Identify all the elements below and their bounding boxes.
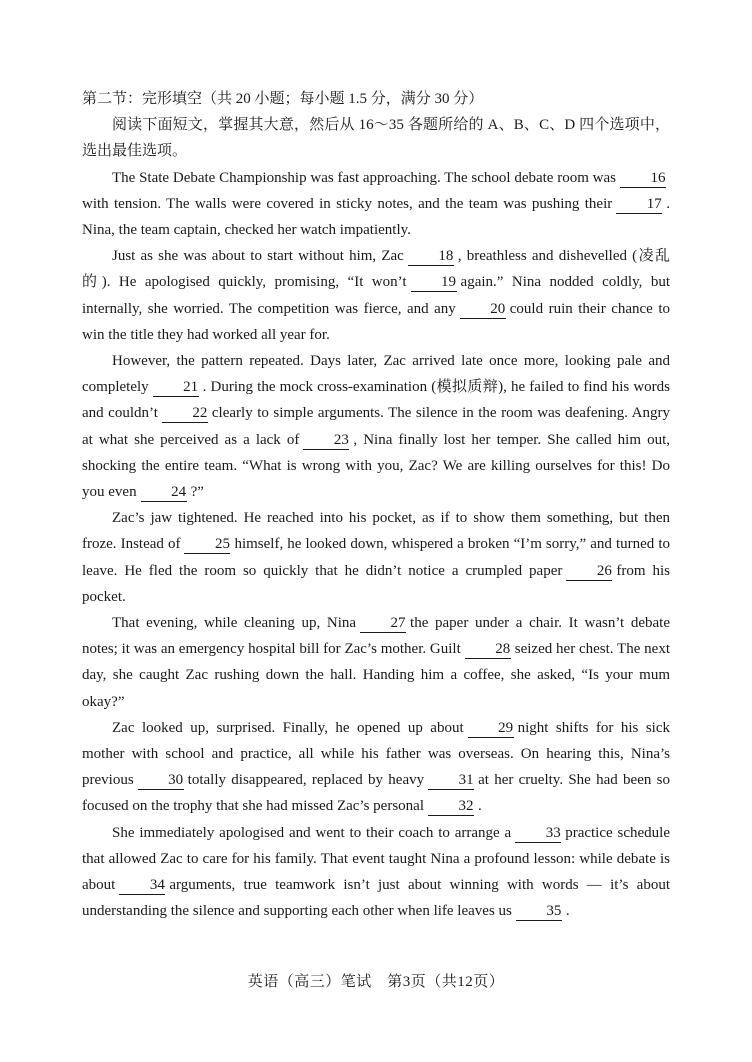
cloze-blank: 31 (428, 772, 474, 790)
passage-text: could ruin their chance to win the title they had worked all year for. (82, 300, 670, 343)
passage-text: Zac’s jaw tightened. He reached into his pocket, as if to show them something, but then froze. Instead of (82, 510, 670, 553)
passage-text: the paper under a chair. It wasn’t debate notes; it was an emergency hospital bill for Zac’s mother. Guilt (82, 615, 671, 658)
passage-text: arguments, true teamwork isn’t just about winning with words — it’s about understanding the silence and supporting each other when life leaves us (82, 877, 670, 920)
cloze-blank: 22 (162, 405, 208, 423)
passage-paragraph (82, 820, 670, 925)
cloze-blank: 32 (428, 798, 474, 816)
passage-text: . Nina, the team captain, checked her watch impatiently. (82, 195, 670, 239)
passage-text: again.” Nina nodded coldly, but internally, she worried. The competition was fierce, and any (82, 274, 670, 317)
passage-text: at her cruelty. She had been so focused on the trophy that she had missed Zac’s personal (82, 772, 670, 815)
cloze-blank: 17 (616, 196, 662, 214)
passage-text: practice schedule that allowed Zac to care for his family. That event taught Nina a profound lesson: while debate is about (82, 824, 670, 894)
cloze-blank: 19 (411, 274, 457, 292)
cloze-blank: 21 (153, 379, 199, 397)
passage-text: Zac looked up, surprised. Finally, he opened up about (112, 719, 464, 736)
section-title: 第二节：完形填空（共 20 小题；每小题 1.5 分，满分 30 分） (82, 91, 484, 107)
page-footer: 英语（高三）笔试 第3页（共12页） (247, 974, 505, 990)
cloze-blank: 34 (119, 877, 165, 895)
passage-text: clearly to simple arguments. The silence in the room was deafening. Angry at what she perceived as a lack of (82, 405, 670, 448)
cloze-blank: 18 (408, 248, 454, 266)
passage-text: She immediately apologised and went to their coach to arrange a (112, 824, 512, 841)
passage-text: ?” (190, 484, 204, 501)
passage-paragraph (82, 348, 670, 505)
passage-text: The State Debate Championship was fast approaching. The school debate room was (112, 169, 616, 186)
passage-paragraph (82, 165, 670, 244)
passage-text: himself, he looked down, whispered a broken “I’m sorry,” and turned to leave. He fled the room so quickly that he didn’t notice a crumpled paper (82, 536, 670, 579)
passage-text: That evening, while cleaning up, Nina (112, 615, 357, 632)
cloze-blank: 16 (620, 170, 666, 188)
cloze-blank: 35 (516, 903, 562, 921)
cloze-blank: 20 (460, 301, 506, 319)
passage-paragraph (82, 505, 670, 610)
instructions: 阅读下面短文，掌握其大意，然后从 16～35 各题所给的 A、B、C、D 四个选项中，选出最佳选项。 (82, 117, 670, 160)
passage-text: seized her chest. The next day, she caught Zac rushing down the hall. Handing him a coffee, she asked, “Is your mum okay?” (82, 641, 670, 710)
cloze-blank: 33 (515, 825, 561, 843)
cloze-blank: 28 (465, 641, 511, 659)
cloze-blank: 27 (360, 615, 406, 633)
passage-text: . (478, 798, 482, 815)
passage-text: , Nina finally lost her temper. She called him out, shocking the entire team. “What is wrong with you, Zac? We are killing ourselves for this! Do you even (82, 431, 670, 501)
cloze-passage (82, 165, 670, 925)
passage-paragraph (82, 610, 670, 715)
passage-text: . (565, 903, 570, 920)
cloze-blank: 26 (566, 563, 612, 581)
passage-text: from his pocket. (82, 562, 670, 605)
cloze-blank: 30 (138, 772, 184, 790)
passage-text: night shifts for his sick mother with school and practice, all while his father was overseas. On hearing this, Nina’s previous (82, 719, 670, 789)
passage-text: with tension. The walls were covered in sticky notes, and the team was pushing their (82, 195, 613, 212)
passage-paragraph (82, 243, 670, 348)
passage-text: , breathless and dishevelled (凌乱的). He apologised quickly, promising, “It won’t (82, 248, 670, 291)
cloze-blank: 29 (468, 720, 514, 738)
passage-paragraph (82, 715, 670, 820)
passage-text: Just as she was about to start without him, Zac (112, 248, 404, 265)
passage-text: totally disappeared, replaced by heavy (187, 772, 425, 789)
cloze-blank: 23 (303, 432, 349, 450)
cloze-blank: 25 (184, 536, 230, 554)
passage-text: However, the pattern repeated. Days later, Zac arrived late once more, looking pale and completely (82, 353, 670, 396)
passage-text: . During the mock cross-examination (模拟质辩), he failed to find his words and couldn’t (82, 379, 670, 422)
cloze-blank: 24 (141, 484, 187, 502)
exam-page (82, 86, 670, 925)
